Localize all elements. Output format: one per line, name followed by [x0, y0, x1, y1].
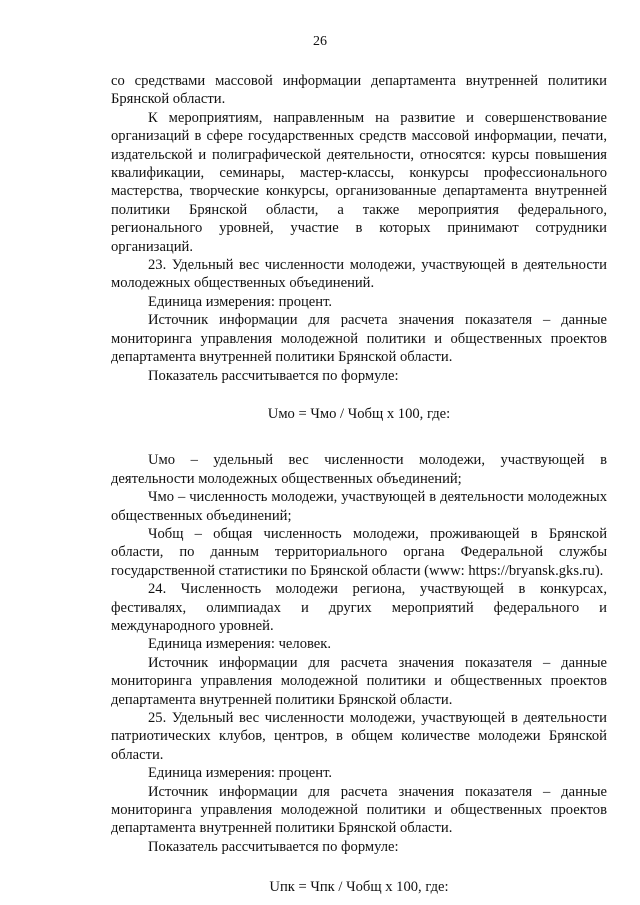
page-number: 26: [313, 34, 327, 49]
indicator-24-unit: Единица измерения: человек.: [148, 636, 332, 653]
formula-upk: Uпк = Чпк / Чобщ х 100, где:: [269, 879, 449, 896]
paragraph-continuation: со средствами массовой информации департамента внутренней политики Брянской области.: [111, 73, 607, 108]
indicator-25-title: 25. Удельный вес численности молодежи, участвующей в деятельности патриотических клубов, центров, в общем количестве молодежи Брянской области.: [111, 710, 607, 763]
definition-chobshch: Чобщ – общая численность молодежи, проживающей в Брянской области, по данным территориального органа Федеральной службы государственной статистики по Брянской области (www: https://bryansk.gks.ru).: [111, 525, 607, 579]
indicator-23-title: 23. Удельный вес численности молодежи, участвующей в деятельности молодежных общественных объединений.: [111, 257, 607, 292]
indicator-25-formula-intro: Показатель рассчитывается по формуле:: [148, 838, 399, 855]
indicator-24-source: Источник информации для расчета значения показателя – данные мониторинга управления молодежной политики и общественных проектов департамента внутренней политики Брянской области.: [111, 654, 607, 708]
indicator-23-source: Источник информации для расчета значения показателя – данные мониторинга управления молодежной политики и общественных проектов департамента внутренней политики Брянской области.: [111, 312, 607, 366]
definition-umo: Uмо – удельный вес численности молодежи, участвующей в деятельности молодежных общественных объединений;: [111, 452, 607, 487]
indicator-23-formula-intro: Показатель рассчитывается по формуле:: [148, 367, 399, 384]
indicator-23-unit: Единица измерения: процент.: [148, 293, 333, 310]
definition-chmo: Чмо – численность молодежи, участвующей в деятельности молодежных общественных объединений;: [111, 489, 607, 524]
indicator-25-unit: Единица измерения: процент.: [148, 765, 333, 782]
formula-umo: Uмо = Чмо / Чобщ х 100, где:: [267, 405, 451, 422]
document-body: [111, 72, 607, 897]
paragraph-events: К мероприятиям, направленным на развитие и совершенствование организаций в сфере государственных средств массовой информации, печати, издательской и полиграфической деятельности, относятся: курсы повышения квалификации, семинары, мастер-классы, конкурсы профессионального мастерства, творческие конкурсы, организованные департамента внутренней политики Брянской области, а также мероприятия федерального, регионального уровней, участие в которых принимают сотрудники организаций.: [111, 109, 607, 255]
indicator-24-title: 24. Численность молодежи региона, участвующей в конкурсах, фестивалях, олимпиадах и других мероприятий федерального и международного уровней.: [111, 581, 607, 634]
indicator-25-source: Источник информации для расчета значения показателя – данные мониторинга управления молодежной политики и общественных проектов департамента внутренней политики Брянской области.: [111, 783, 607, 837]
